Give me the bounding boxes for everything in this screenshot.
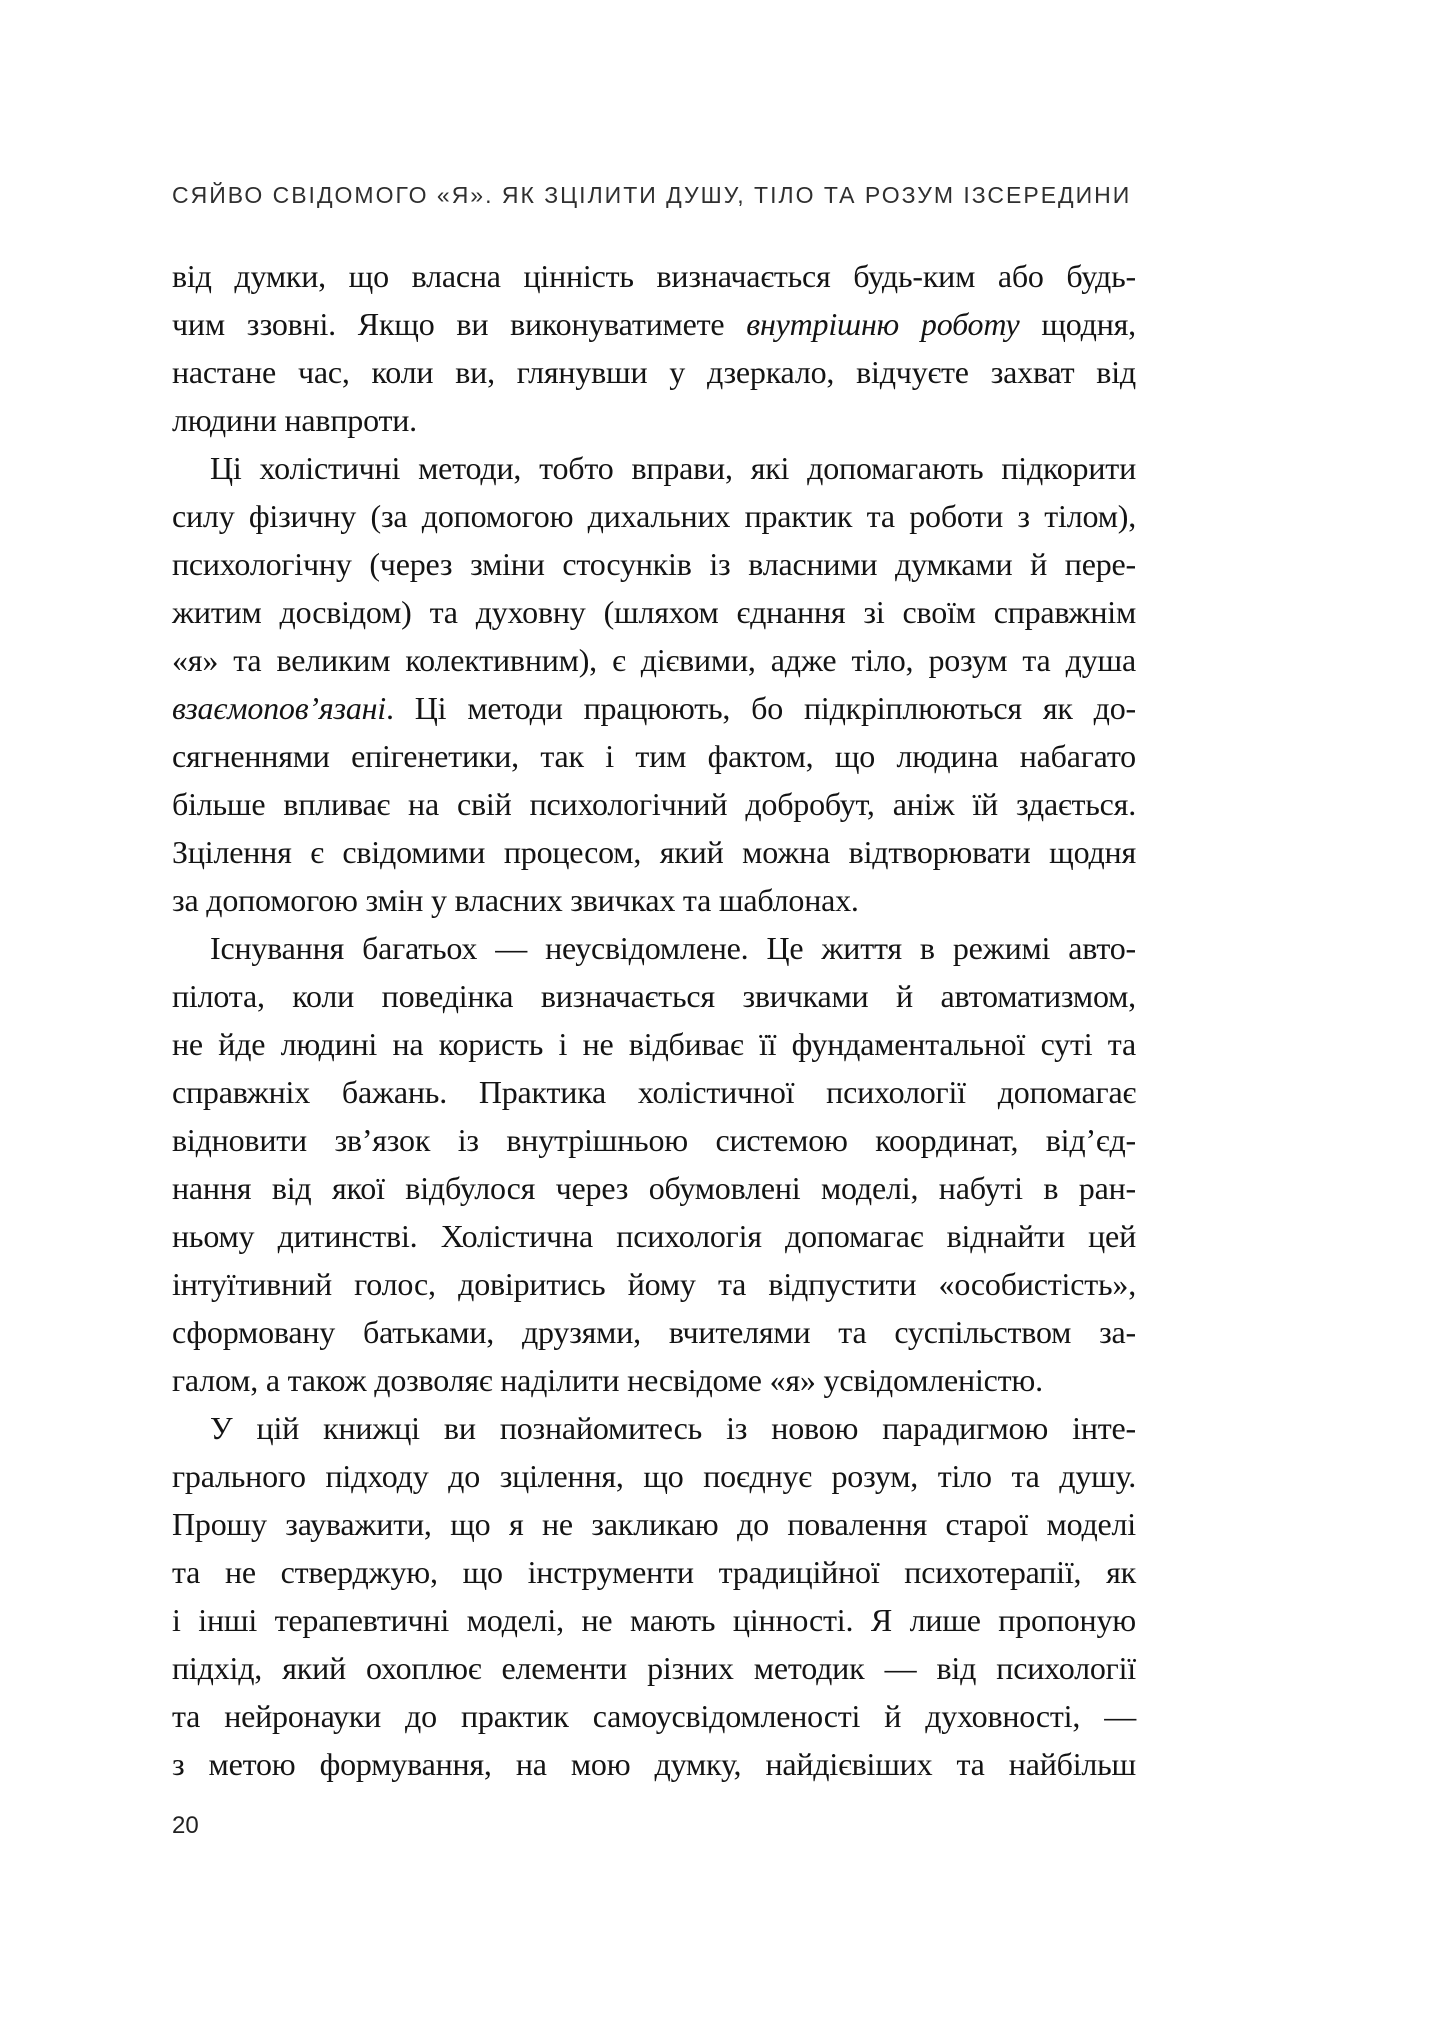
text-segment: настане час, коли ви, глянувши у дзеркало, відчуєте захват від [172,354,1136,390]
text-line [172,1452,1136,1500]
text-line [172,348,1136,396]
text-line [172,684,1136,732]
text-segment: «я» та великим колективним), є дієвими, адже тіло, розум та душа [172,642,1136,678]
text-line [172,1020,1136,1068]
text-line [172,828,1136,876]
text-line [172,1596,1136,1644]
text-line [172,1260,1136,1308]
text-line [172,1740,1136,1788]
text-line [172,396,1136,444]
text-line [172,876,1136,924]
text-line [172,732,1136,780]
text-segment: житим досвідом) та духовну (шляхом єднання зі своїм справжнім [172,594,1136,630]
italic-text: внутрішню роботу [746,306,1020,342]
text-segment: за допомогою змін у власних звичках та шаблонах. [172,882,859,918]
text-line [172,1212,1136,1260]
text-segment: ньому дитинстві. Холістична психологія допомагає віднайти цей [172,1218,1136,1254]
text-segment: підхід, який охоплює елементи різних методик — від психології [172,1650,1136,1686]
body-text [172,252,1136,1788]
text-segment: щодня, [1019,306,1136,342]
text-line [172,1116,1136,1164]
text-segment: справжніх бажань. Практика холістичної психології допомагає [172,1074,1136,1110]
text-segment: У цій книжці ви познайомитесь із новою парадигмою інте- [210,1410,1136,1446]
text-segment: психологічну (через зміни стосунків із власними думками й пере- [172,546,1136,582]
text-line [172,1644,1136,1692]
text-segment: сформовану батьками, друзями, вчителями та суспільством за- [172,1314,1136,1350]
text-line [172,540,1136,588]
text-segment: не йде людині на користь і не відбиває її фундаментальної суті та [172,1026,1136,1062]
text-segment: з метою формування, на мою думку, найдієвіших та найбільш [172,1746,1136,1782]
text-line [172,780,1136,828]
text-line [172,492,1136,540]
text-segment: і інші терапевтичні моделі, не мають цінності. Я лише пропоную [172,1602,1136,1638]
text-segment: більше впливає на свій психологічний добробут, аніж їй здається. [172,786,1136,822]
paragraph [172,252,1136,444]
text-segment: нання від якої відбулося через обумовлені моделі, набуті в ран- [172,1170,1136,1206]
paragraph [172,444,1136,924]
text-segment: Існування багатьох — неусвідомлене. Це життя в режимі авто- [210,930,1136,966]
text-line [172,1404,1136,1452]
text-line [172,444,1136,492]
page-number: 20 [172,1812,199,1839]
text-line [172,924,1136,972]
text-line [172,1068,1136,1116]
text-line [172,1164,1136,1212]
text-segment: сягненнями епігенетики, так і тим фактом, що людина набагато [172,738,1136,774]
text-segment: галом, а також дозволяє наділити несвідоме «я» усвідомленістю. [172,1362,1043,1398]
text-segment: Ці холістичні методи, тобто вправи, які допомагають підкорити [210,450,1136,486]
text-segment: силу фізичну (за допомогою дихальних практик та роботи з тілом), [172,498,1136,534]
running-head: СЯЙВО СВІДОМОГО «Я». ЯК ЗЦІЛИТИ ДУШУ, ТІЛО ТА РОЗУМ ІЗСЕРЕДИНИ [172,182,1132,208]
text-segment: відновити зв’язок із внутрішньою системою координат, від’єд- [172,1122,1136,1158]
text-segment: та нейронауки до практик самоусвідомленості й духовності, — [172,1698,1136,1734]
paragraph [172,1404,1136,1788]
text-segment: чим ззовні. Якщо ви виконуватимете [172,306,747,342]
text-line [172,1356,1136,1404]
text-line [172,1548,1136,1596]
text-segment: Зцілення є свідомими процесом, який можна відтворювати щодня [172,834,1136,870]
text-segment: пілота, коли поведінка визначається звичками й автоматизмом, [172,978,1136,1014]
text-segment: та не стверджую, що інструменти традиційної психотерапії, як [172,1554,1136,1590]
text-line [172,1500,1136,1548]
text-line [172,972,1136,1020]
italic-text: взаємопов’язані [172,690,387,726]
text-line [172,1692,1136,1740]
text-line [172,252,1136,300]
text-line [172,636,1136,684]
text-segment: Прошу зауважити, що я не закликаю до повалення старої моделі [172,1506,1136,1542]
text-line [172,1308,1136,1356]
text-segment: . Ці методи працюють, бо підкріплюються як до- [386,690,1136,726]
paragraph [172,924,1136,1404]
text-line [172,300,1136,348]
text-line [172,588,1136,636]
text-segment: від думки, що власна цінність визначається будь-ким або будь- [172,258,1136,294]
text-segment: грального підходу до зцілення, що поєднує розум, тіло та душу. [172,1458,1136,1494]
text-segment: людини навпроти. [172,402,417,438]
text-segment: інтуїтивний голос, довіритись йому та відпустити «особистість», [172,1266,1136,1302]
